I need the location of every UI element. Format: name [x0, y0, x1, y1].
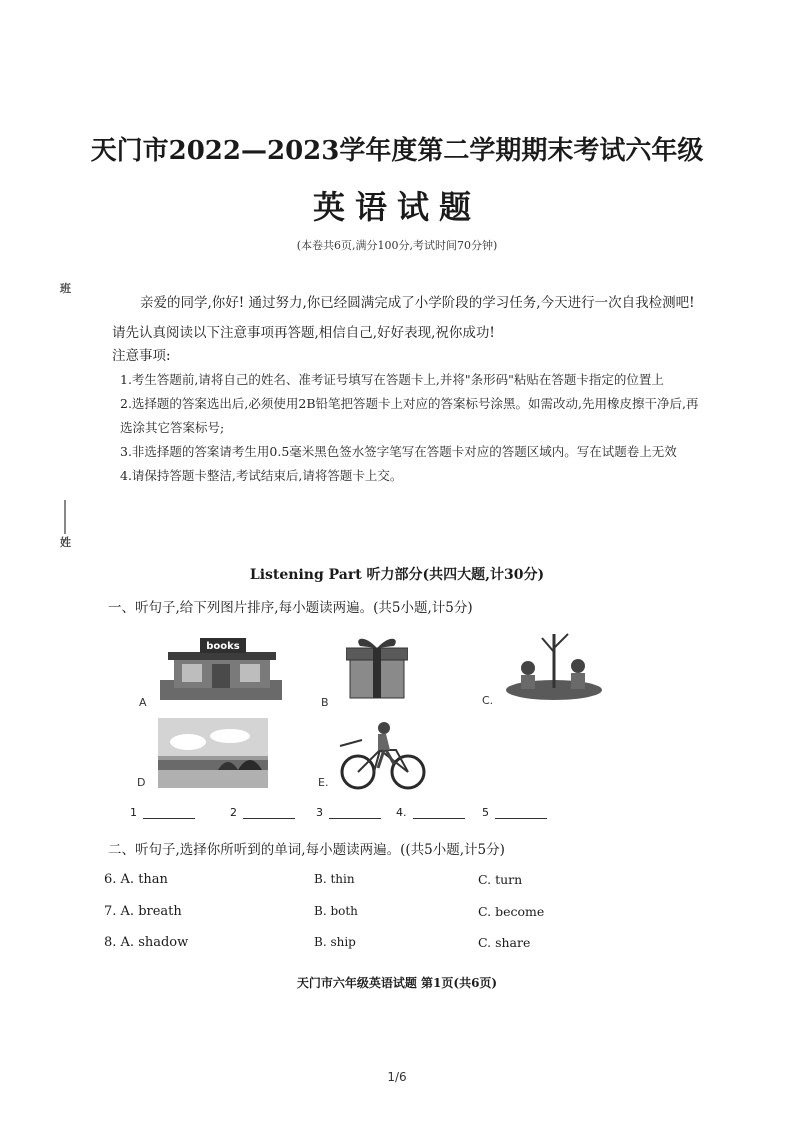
- picture-label-a: A: [139, 696, 147, 709]
- blank-number: 3: [316, 806, 323, 819]
- option-c: C. become: [478, 904, 545, 919]
- intro-paragraph: [112, 288, 712, 348]
- margin-mark-class: 班: [60, 282, 71, 295]
- option-b: B. ship: [314, 935, 356, 949]
- option-b: B. thin: [314, 872, 355, 886]
- page-number: 1/6: [387, 1070, 407, 1084]
- picture-label-b: B: [321, 696, 329, 709]
- option-c: C. share: [478, 935, 531, 950]
- answer-blanks: [130, 806, 570, 826]
- blank-number: 2: [230, 806, 237, 819]
- question-row: [104, 872, 624, 892]
- bookshop-picture: [160, 636, 282, 700]
- exam-info: (本卷共6页,满分100分,考试时间70分钟): [296, 239, 498, 252]
- gift-box-picture: [346, 634, 408, 700]
- picture-label-d: D: [137, 776, 146, 789]
- answer-blank[interactable]: [482, 806, 547, 819]
- section2-title: 二、听句子,选择你所听到的单词,每小题读两遍。((共5小题,计5分): [108, 842, 505, 858]
- note-item: 4.请保持答题卡整洁,考试结束后,请将答题卡上交。: [120, 468, 403, 483]
- exam-subtitle: 英语试题: [312, 188, 481, 226]
- picture-label-e: E.: [318, 776, 329, 789]
- option-c: C. turn: [478, 872, 523, 887]
- answer-blank[interactable]: [130, 806, 195, 819]
- answer-blank[interactable]: [230, 806, 295, 819]
- blank-number: 4.: [396, 806, 407, 819]
- notes-list: [120, 368, 710, 488]
- option-a: 6. A. than: [104, 872, 168, 887]
- option-b: B. both: [314, 904, 358, 918]
- margin-mark-name: 姓: [60, 536, 71, 549]
- section1-title: 一、听句子,给下列图片排序,每小题读两遍。(共5小题,计5分): [108, 600, 473, 616]
- question-row: [104, 904, 624, 924]
- landscape-picture: [158, 718, 268, 788]
- option-a: 8. A. shadow: [104, 935, 189, 950]
- picture-label-c: C.: [482, 694, 494, 707]
- blank-number: 5: [482, 806, 489, 819]
- page-footer: 天门市六年级英语试题 第1页(共6页): [296, 976, 498, 990]
- blank-number: 1: [130, 806, 137, 819]
- listening-heading: Listening Part 听力部分(共四大题,计30分): [249, 567, 545, 583]
- answer-blank[interactable]: [316, 806, 381, 819]
- planting-tree-picture: [504, 628, 604, 702]
- answer-blank[interactable]: [396, 806, 465, 819]
- exam-title: 天门市2022—2023学年度第二学期期末考试六年级: [90, 136, 704, 166]
- note-item: 1.考生答题前,请将自己的姓名、准考证号填写在答题卡上,并将"条形码"粘贴在答题卡指定的位置上: [120, 372, 664, 387]
- intro-text: 亲爱的同学,你好! 通过努力,你已经圆满完成了小学阶段的学习任务,今天进行一次自我检测吧! 请先认真阅读以下注意事项再答题,相信自己,好好表现,祝你成功!: [112, 295, 695, 341]
- note-item: 3.非选择题的答案请考生用0.5毫米黑色签水签字笔写在答题卡对应的答题区域内。写在试题卷上无效: [120, 444, 677, 459]
- bookshop-sign: books: [206, 641, 240, 652]
- notes-title: 注意事项:: [112, 348, 171, 364]
- option-a: 7. A. breath: [104, 904, 182, 919]
- margin-line: [64, 500, 66, 534]
- riding-bike-picture: [334, 720, 426, 792]
- note-item: 2.选择题的答案选出后,必须使用2B铅笔把答题卡上对应的答案标号涂黑。如需改动,先用橡皮擦干净后,再选涂其它答案标号;: [120, 396, 699, 435]
- question-row: [104, 935, 624, 955]
